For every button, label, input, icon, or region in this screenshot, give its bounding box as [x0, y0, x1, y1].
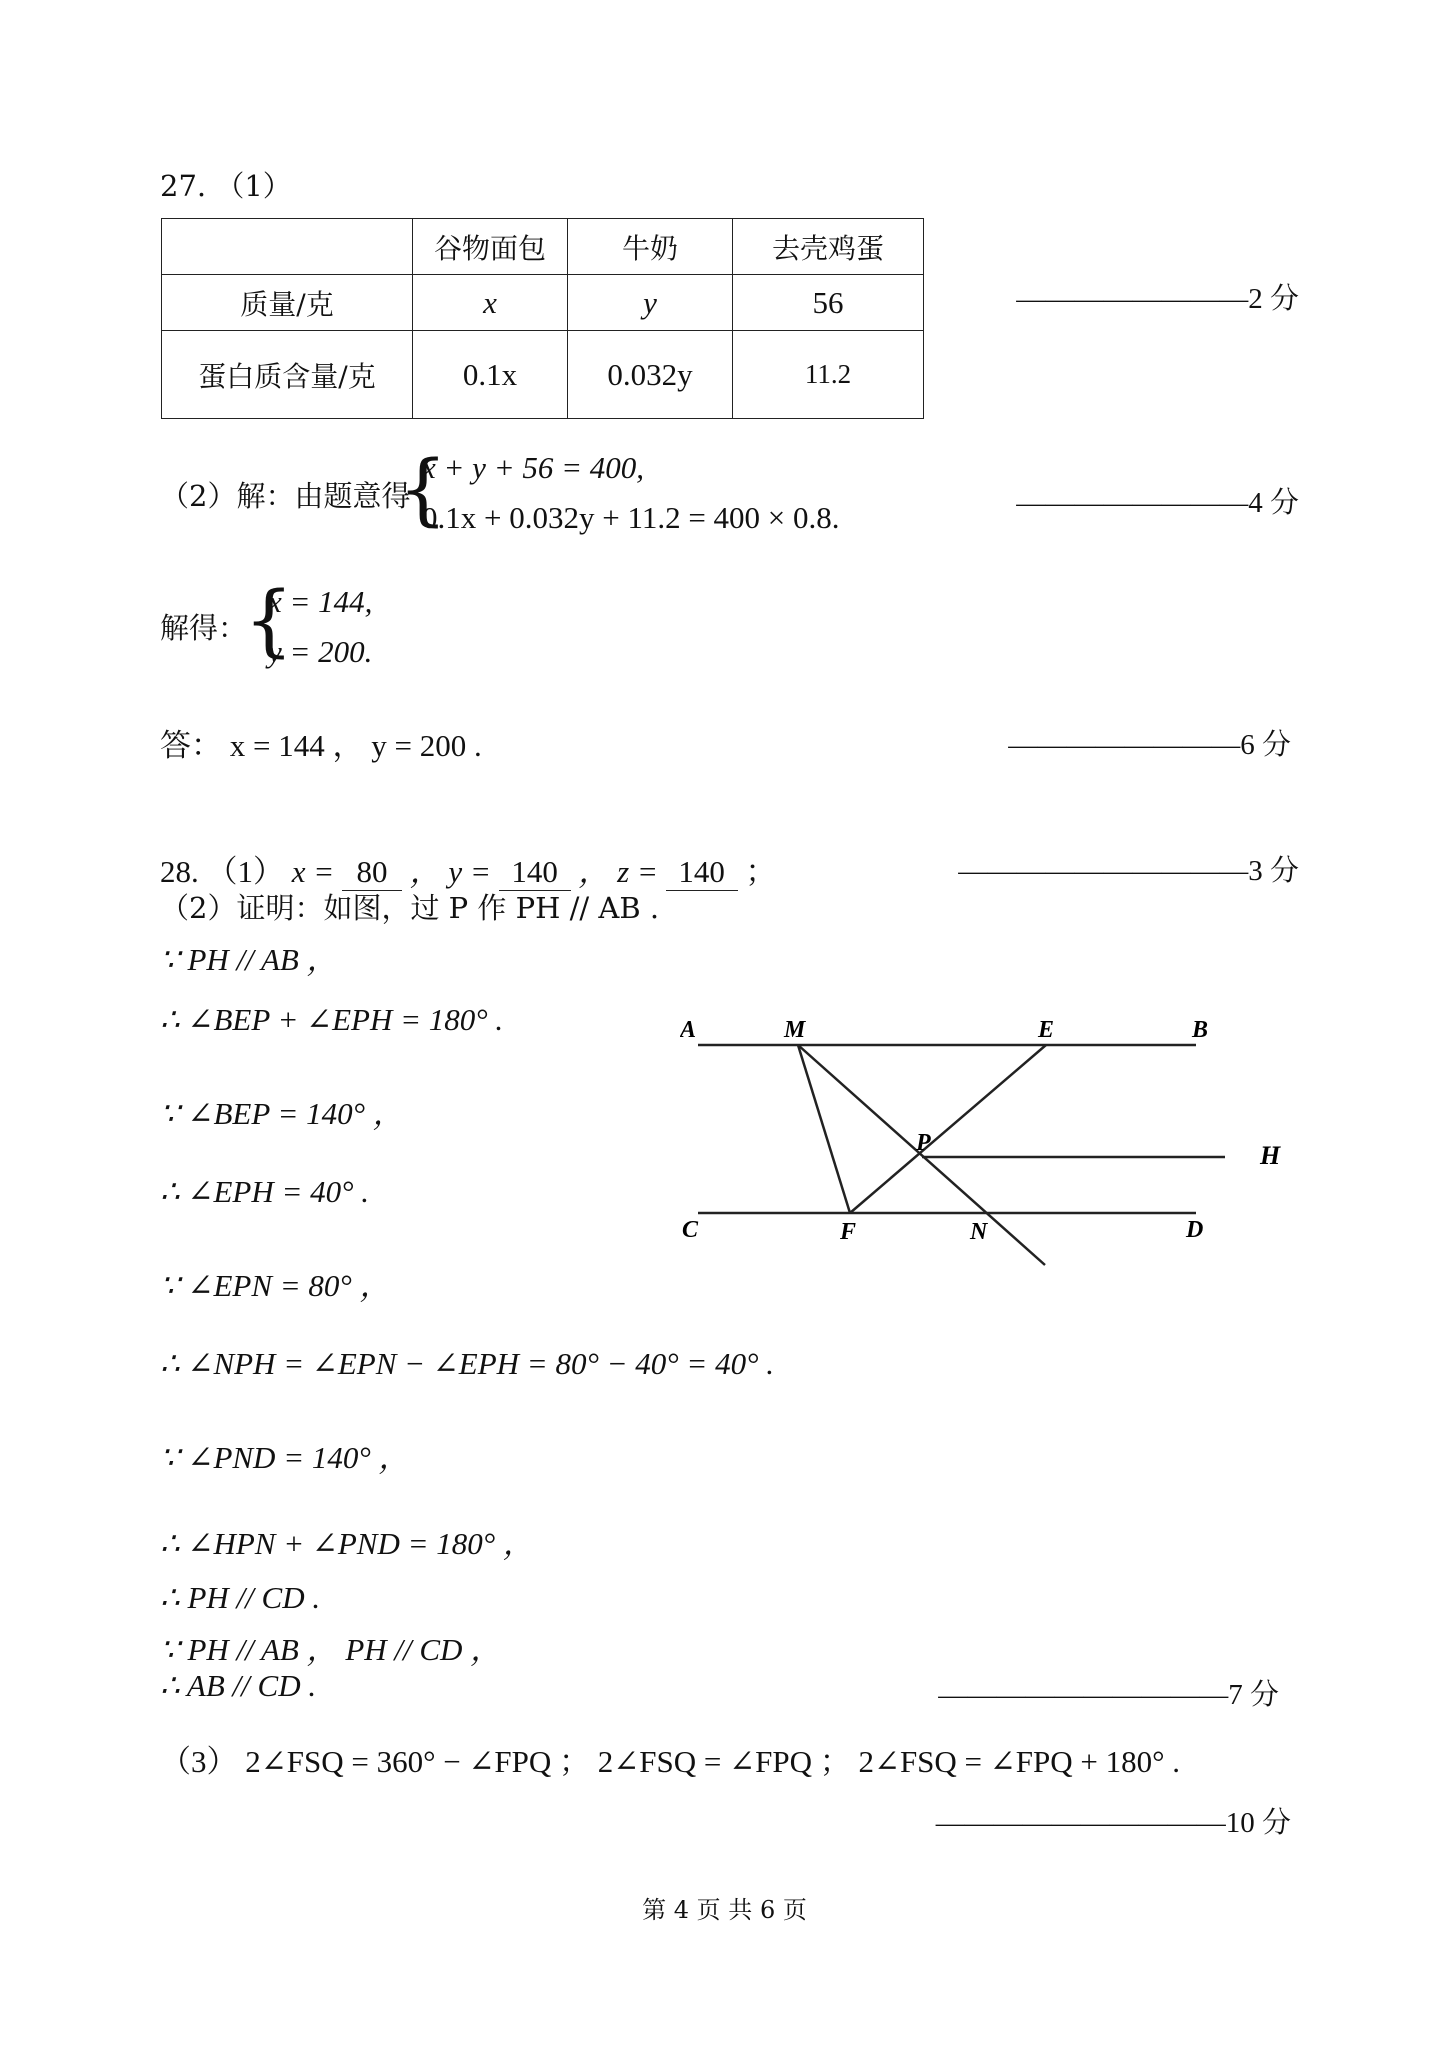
proof-line: ∴ PH // CD .: [160, 1580, 321, 1615]
table-cell: 11.2: [733, 331, 924, 419]
q27-solution-x: x = 144,: [268, 584, 373, 619]
q28-part3: （3） 2∠FSQ = 360° − ∠FPQ ； 2∠FSQ = ∠FPQ ； 2∠FSQ = ∠FPQ + 180° .: [160, 1744, 1181, 1779]
q27-table: [161, 218, 924, 419]
q27-score-1: ————————2 分: [1016, 283, 1299, 315]
q28-part1-prefix: 28. （1）: [160, 854, 284, 889]
segment-fe: [850, 1045, 1046, 1213]
proof-line: ∴ ∠EPH = 40° .: [160, 1174, 370, 1209]
q28-z-label: ， z =: [578, 854, 658, 889]
label-h: H: [1260, 1141, 1281, 1170]
q27-score-3: ————————6 分: [1008, 729, 1291, 761]
q28-y-label: ， y =: [409, 854, 491, 889]
q28-score-3: ——————————10 分: [935, 1807, 1291, 1839]
label-b: B: [1192, 1017, 1209, 1043]
label-e: E: [1038, 1017, 1055, 1043]
table-cell: y: [568, 275, 733, 331]
q27-solution-y: y = 200.: [268, 634, 373, 669]
label-f: F: [840, 1219, 857, 1245]
q28-proof-intro: （2）证明：如图，过 P 作 PH // AB .: [160, 891, 660, 925]
proof-line: ∵ ∠BEP = 140° ，: [160, 1096, 404, 1131]
q27-score-2: ————————4 分: [1016, 487, 1299, 519]
q27-answer: 答： x = 144 ， y = 200 .: [160, 728, 482, 763]
table-header-cell: 牛奶: [568, 219, 733, 275]
label-n: N: [970, 1219, 988, 1245]
table-cell: 0.1x: [413, 331, 568, 419]
table-header-cell: 谷物面包: [413, 219, 568, 275]
q28-score-2: ——————————7 分: [938, 1679, 1279, 1711]
table-row-label: 质量/克: [162, 275, 413, 331]
table-row: [162, 275, 924, 331]
label-c: C: [682, 1217, 699, 1243]
label-m: M: [784, 1017, 806, 1043]
table-header-row: [162, 219, 924, 275]
q28-z-value: 140: [666, 854, 738, 891]
table-cell: 56: [733, 275, 924, 331]
q27-equation-2: 0.1x + 0.032y + 11.2 = 400 × 0.8.: [422, 500, 840, 535]
table-cell: 0.032y: [568, 331, 733, 419]
label-a: A: [680, 1017, 697, 1043]
q28-part1-end: ；: [745, 854, 777, 889]
proof-line: ∴ ∠NPH = ∠EPN − ∠EPH = 80° − 40° = 40° .: [160, 1346, 774, 1381]
q28-y-value: 140: [499, 854, 571, 891]
proof-line: ∵ ∠EPN = 80° ，: [160, 1268, 391, 1303]
q28-x-label: x =: [291, 854, 335, 889]
table-header-cell: 去壳鸡蛋: [733, 219, 924, 275]
q27-heading: 27. （1）: [160, 169, 292, 203]
proof-line: ∵ PH // AB ， PH // CD ，: [160, 1632, 502, 1667]
q27-part2-prefix: （2）解：由题意得: [160, 479, 411, 513]
parallel-lines-figure: [680, 1010, 1300, 1280]
proof-line: ∵ ∠PND = 140° ，: [160, 1440, 410, 1475]
table-row-label: 蛋白质含量/克: [162, 331, 413, 419]
q28-x-value: 80: [342, 854, 402, 891]
proof-line: ∴ ∠HPN + ∠PND = 180° ，: [160, 1526, 534, 1561]
page-footer: 第 4 页 共 6 页: [642, 1896, 807, 1924]
proof-line: ∴ ∠BEP + ∠EPH = 180° .: [160, 1002, 504, 1037]
label-d: D: [1186, 1217, 1204, 1243]
q28-part1: [160, 846, 776, 891]
proof-line: ∵ PH // AB ，: [160, 942, 338, 977]
segment-mf: [798, 1045, 850, 1213]
left-brace-symbol: {: [398, 445, 448, 535]
table-header-cell: [162, 219, 413, 275]
table-cell: x: [413, 275, 568, 331]
label-p: P: [916, 1130, 931, 1156]
q27-equation-1: x + y + 56 = 400,: [422, 450, 645, 485]
q28-score-1: ——————————3 分: [958, 855, 1299, 887]
q27-solve-prefix: 解得：: [160, 611, 248, 645]
table-row: [162, 331, 924, 419]
proof-line: ∴ AB // CD .: [160, 1668, 317, 1703]
left-brace-symbol: {: [244, 576, 294, 666]
